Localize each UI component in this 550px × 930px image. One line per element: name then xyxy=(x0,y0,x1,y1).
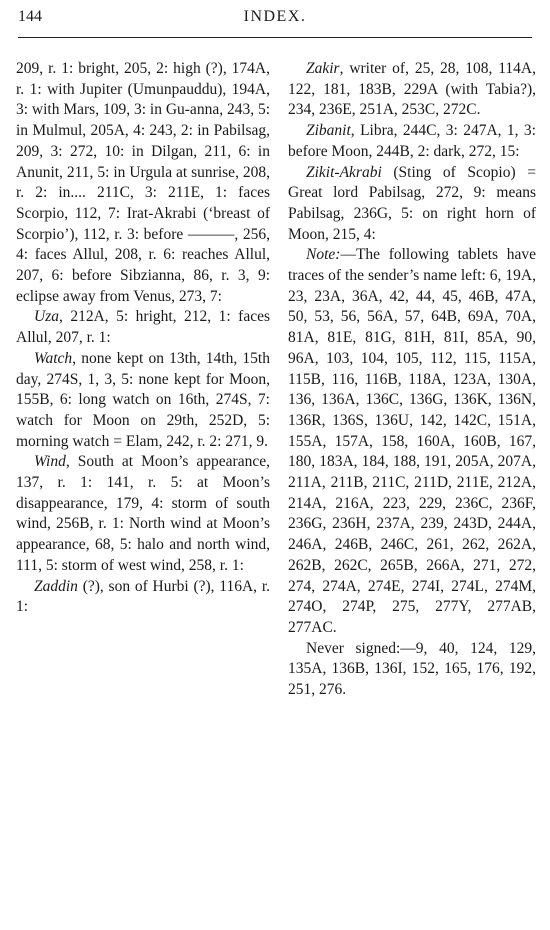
header-rule xyxy=(18,37,532,38)
entry-text: (Sting of Scopio) = Great lord Pabilsag, 272, 9: means Pabilsag, 236G, 5: on right horn of Moon, 215, 4: xyxy=(288,163,536,243)
index-entry-continued xyxy=(16,59,270,307)
entry-text: —The following tablets have traces of the sender’s name left: 6, 19A, 23, 23A, 36A, 42, 44, 45, 46B, 47A, 50, 53, 56, 56A, 57, 64B, 69A, 70A, 81A, 81E, 81G, 81H, 81I, 85A, 90, 96A, 103, 104, 105, 112, 115, 115A, 115B, 116, 116B, 118A, 123A, 130A, 136, 136A, 136C, 136G, 136K, 136N, 136R, 136S, 136U, 142, 142C, 151A, 155A, 157A, 158, 160A, 160B, 167, 180, 183A, 184, 188, 191, 205A, 207A, 211A, 211B, 211C, 211D, 211E, 212A, 214A, 216A, 223, 229, 236C, 236F, 236G, 236H, 237A, 239, 243D, 244A, 246A, 246B, 246C, 261, 262, 262A, 262B, 262C, 265B, 266A, 271, 272, 274, 274A, 274E, 274I, 274L, 274M, 274O, 274P, 275, 277Y, 277AB, 277AC. xyxy=(288,246,536,636)
right-column xyxy=(288,59,536,701)
entry-text: , writer of, 25, 28, 108, 114A, 122, 181, 183B, 229A (with Tabia?), 234, 236E, 251A, 253C, 272C. xyxy=(288,60,536,119)
entry-head: Watch xyxy=(34,349,73,367)
entry-text: Never signed:—9, 40, 124, 129, 135A, 136B, 136I, 152, 165, 176, 192, 251, 276. xyxy=(288,639,536,699)
index-entry xyxy=(16,307,270,348)
note-entry xyxy=(288,245,536,638)
entry-head: Zaddin xyxy=(34,577,78,595)
entry-text: (?), son of Hurbi (?), 116A, r. 1: xyxy=(16,577,270,616)
page-number: 144 xyxy=(18,8,42,25)
entry-text: , none kept on 13th, 14th, 15th day, 274S, 1, 3, 5: none kept for Moon, 155B, 6: long watch on 16th, 274S, 7: watch for Moon on 29th, 252D, 5: morning watch = Elam, 242, r. 2: 271, 9. xyxy=(16,349,270,450)
entry-head: Wind xyxy=(34,453,66,471)
index-entry xyxy=(288,163,536,246)
entry-head: Zakir xyxy=(306,60,340,77)
entry-text: , 212A, 5: hright, 212, 1: faces Allul, 207, r. 1: xyxy=(16,308,270,347)
index-entry xyxy=(16,577,270,618)
entry-head: Note: xyxy=(306,246,341,264)
never-signed-entry xyxy=(288,639,536,701)
index-entry xyxy=(288,59,536,121)
entry-text: , Libra, 244C, 3: 247A, 1, 3: before Moon, 244B, 2: dark, 272, 15: xyxy=(288,122,536,160)
index-entry xyxy=(16,452,270,576)
entry-text: , South at Moon’s appearance, 137, r. 1: 141, r. 5: at Moon’s disappearance, 179, 4: storm of south wind, 256B, r. 1: North wind at Moon’s appearance, 68, 5: halo and north wind, 111, 5: storm of west wind, 258, r. 1: xyxy=(16,453,270,574)
page-header xyxy=(18,8,532,34)
left-column xyxy=(16,59,270,618)
entry-head: Zikit-Akrabi xyxy=(306,163,382,181)
entry-head: Uza xyxy=(34,308,59,326)
entry-text: 209, r. 1: bright, 205, 2: high (?), 174A, r. 1: with Jupiter (Umunpauddu), 194A, 3: with Mars, 109, 3: in Gu-anna, 243, 5: in Mulmul, 205A, 4: 243, 2: in Pabilsag, 209, 3: 272, 10: in Dilgan, 211, 6: in Anunit, 211, 5: in Urgula at sunrise, 208, r. 2: in.... 211C, 3: 211E, 1: faces Scorpio, 112, 7: Irat-Akrabi (‘breast of Scorpio’), 112, r. 3: before ———, 256, 4: faces Allul, 208, r. 6: reaches Allul, 207, 6: before Sibzianna, 86, r. 3, 9: eclipse away from Venus, 273, 7: xyxy=(16,60,271,305)
index-entry xyxy=(288,121,536,162)
entry-head: Zibanit xyxy=(306,122,351,140)
running-head: INDEX. xyxy=(243,8,307,25)
index-entry xyxy=(16,349,270,453)
